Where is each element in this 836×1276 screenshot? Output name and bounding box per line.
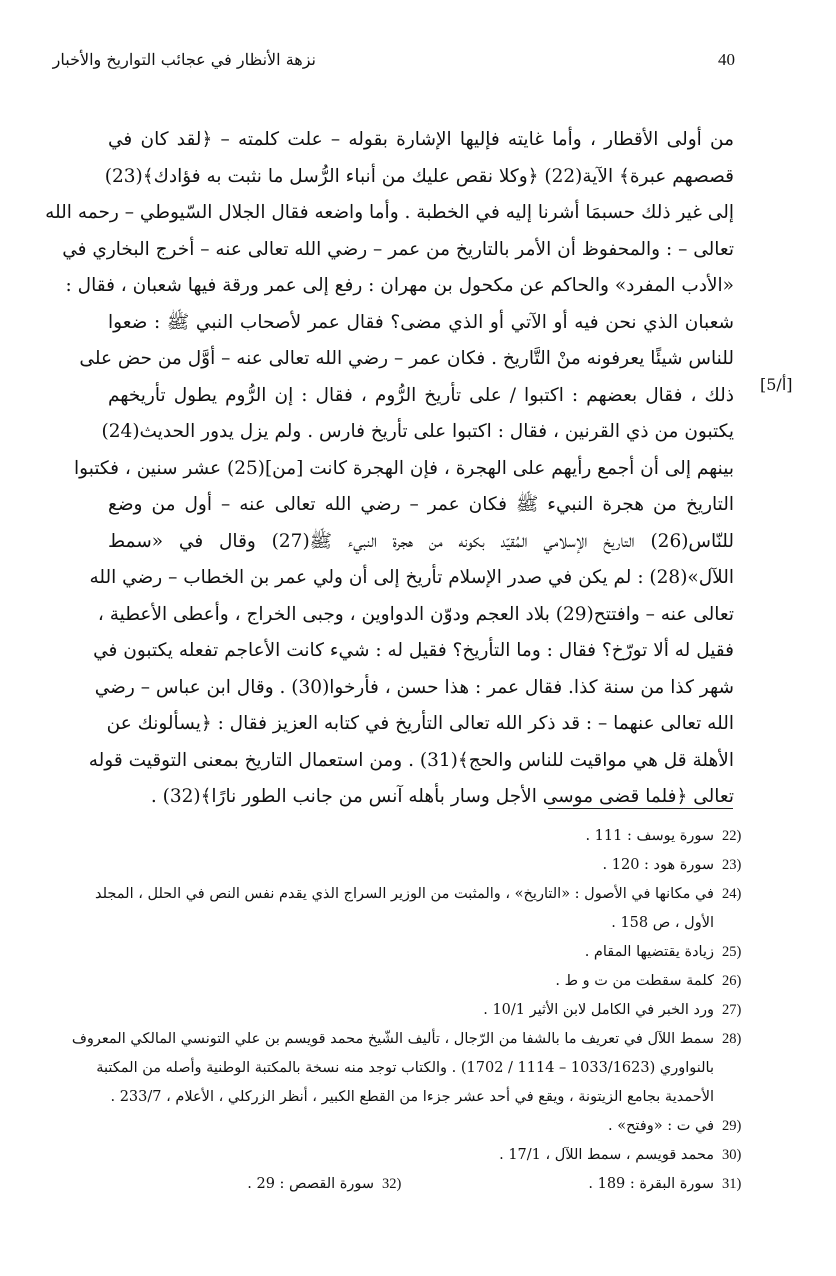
- footnote-separator: [548, 808, 733, 809]
- text-line: قصصهم عبرة﴾ الآية(22) ﴿وكلا نقص عليك من أنباء الرُّسل ما نثبت به فؤادك﴾(23): [104, 165, 734, 187]
- footnote: [78, 1141, 758, 1170]
- footnote-text: الأول ، ص 158 .: [611, 915, 714, 931]
- footnote-row: [78, 1170, 758, 1199]
- footnote: [71, 1025, 758, 1112]
- text-line: للنّاس(26) التاريخ الإسلامي المُقيّد بكونه من هجرة النبيء ﷺ(27) وقال في «سمط: [108, 530, 734, 552]
- footnote-number: 27): [722, 1002, 742, 1018]
- footnote-number: 24): [722, 886, 742, 902]
- footnote-text: سورة يوسف : 111 .: [585, 828, 714, 844]
- footnote-text: سورة البقرة : 189 .: [588, 1176, 714, 1192]
- footnote-number: 25): [722, 944, 742, 960]
- text-line: الله تعالى عنهما – : قد ذكر الله تعالى التأريخ في كتابه العزيز فقال : ﴿يسألونك عن: [106, 713, 734, 734]
- footnote-text: كلمة سقطت من ت و ط .: [555, 973, 714, 989]
- footnote-number: 28): [722, 1031, 742, 1047]
- text-line: اللآل»(28) : لم يكن في صدر الإسلام تأريخ إلى أن ولي عمر بن الخطاب – رضي الله: [89, 567, 734, 588]
- text-line: من أولى الأقطار ، وأما غايته فإليها الإشارة بقوله – علت كلمته – ﴿لقد كان في: [108, 129, 734, 150]
- page-header: [0, 50, 836, 80]
- footnote-text: ورد الخبر في الكامل لابن الأثير 10/1 .: [483, 1002, 714, 1018]
- footnote-number: 22): [722, 828, 742, 844]
- text-line: تعالى عنه – وافتتح(29) بلاد العجم ودوّن الدواوين ، وجبى الخراج ، وأعطى الأعطية ،: [97, 603, 734, 625]
- footnote-text: سورة القصص : 29 .: [247, 1176, 374, 1192]
- text-line: تعالى ﴿فلما قضى موسى الأجل وسار بأهله آنس من جانب الطور نارًا﴾(32) .: [150, 786, 734, 807]
- footnote: [247, 1170, 418, 1199]
- manuscript-folio-marker: [5/أ]: [760, 375, 793, 394]
- footnote: [78, 1112, 758, 1141]
- footnotes: [71, 822, 758, 1199]
- footnote-number: 30): [722, 1147, 742, 1163]
- footnote-text: الأحمدية بجامع الزيتونة ، ويقع في أحد عشر جزءا من القطع الكبير ، أنظر الزركلي ، الأعلام ، 233/7 .: [110, 1089, 714, 1105]
- text-line: شهر كذا من سنة كذا. فقال عمر : هذا حسن ، فأرخوا(30) . وقال ابن عباس – رضي: [94, 676, 734, 698]
- footnote-text: بالنواوري (1033/1623 – 1114 / 1702) . والكتاب توجد منه نسخة بالمكتبة الوطنية وأصله من المكتبة: [96, 1060, 714, 1076]
- footnote-text: في ت : «وفتح» .: [607, 1118, 714, 1134]
- text-line: «الأدب المفرد» والحاكم عن مكحول بن مهران : رفع إلى عمر ورقة فيها شعبان ، فقال :: [65, 275, 734, 296]
- text-line: فقيل له ألا تورّخ؟ فقال : وما التأريخ؟ فقيل له : شيء كانت الأعاجم تفعله يكتبون في: [93, 640, 734, 661]
- text-line: يكتبون من ذي القرنين ، فقال : اكتبوا على تأريخ فارس . ولم يزل يدور الحديث(24): [101, 421, 734, 442]
- running-title: نزهة الأنظار في عجائب التواريخ والأخبار: [52, 50, 316, 69]
- text-line: الأهلة قل هي مواقيت للناس والحج﴾(31) . ومن استعمال التاريخ بمعنى التوقيت قوله: [88, 749, 734, 771]
- text-line: ذلك ، فقال بعضهم : اكتبوا / على تأريخ الرُّوم ، فقال : إن الرُّوم يطول تأريخهم: [108, 384, 734, 406]
- footnote-text: في مكانها في الأصول : «التاريخ» ، والمثبت من الوزير السراج الذي يقدم نفس النص في الحلل ، المجلد: [95, 886, 714, 902]
- footnote-text: زيادة يقتضيها المقام .: [584, 944, 714, 960]
- footnote: [78, 938, 758, 967]
- main-text: [45, 122, 734, 816]
- text-line: إلى غير ذلك حسبمَا أشرنا إليه في الخطبة . وأما واضعه فقال الجلال السّيوطي – رحمه الله: [45, 202, 734, 223]
- footnote: [78, 851, 758, 880]
- footnote-text: محمد قويسم ، سمط اللآل ، 17/1 .: [499, 1147, 714, 1163]
- footnote-number: 31): [722, 1176, 742, 1192]
- footnote-text: سورة هود : 120 .: [602, 857, 714, 873]
- text-line: بينهم إلى أن أجمع رأيهم على الهجرة ، فإن الهجرة كانت [من](25) عشر سنين ، فكتبوا: [74, 457, 734, 479]
- page-number: 40: [718, 50, 735, 69]
- footnote: [418, 1170, 758, 1199]
- text-line: للناس شيئًا يعرفونه منْ التَّاريخ . فكان عمر – رضي الله تعالى عنه – أوَّل من حض على: [79, 348, 734, 369]
- footnote-number: 23): [722, 857, 742, 873]
- footnote: [78, 996, 758, 1025]
- text-line: تعالى – : والمحفوظ أن الأمر بالتاريخ من عمر – رضي الله تعالى عنه – أخرج البخاري في: [62, 238, 734, 260]
- footnote-number: 26): [722, 973, 742, 989]
- footnote: [78, 967, 758, 996]
- footnote: [78, 822, 758, 851]
- footnote-number: 32): [382, 1176, 402, 1192]
- text-line: شعبان الذي نحن فيه أو الآتي أو الذي مضى؟ فقال عمر لأصحاب النبي ﷺ : ضعوا: [108, 311, 734, 333]
- footnote: [78, 880, 758, 938]
- text-line: التاريخ من هجرة النبيء ﷺ فكان عمر – رضي الله تعالى عنه – أول من وضع: [108, 494, 734, 515]
- footnote-number: 29): [722, 1118, 742, 1134]
- footnote-text: سمط اللآل في تعريف ما بالشفا من الرّجال ، تأليف الشّيخ محمد قويسم بن علي التونسي المالكي المعروف: [71, 1031, 714, 1047]
